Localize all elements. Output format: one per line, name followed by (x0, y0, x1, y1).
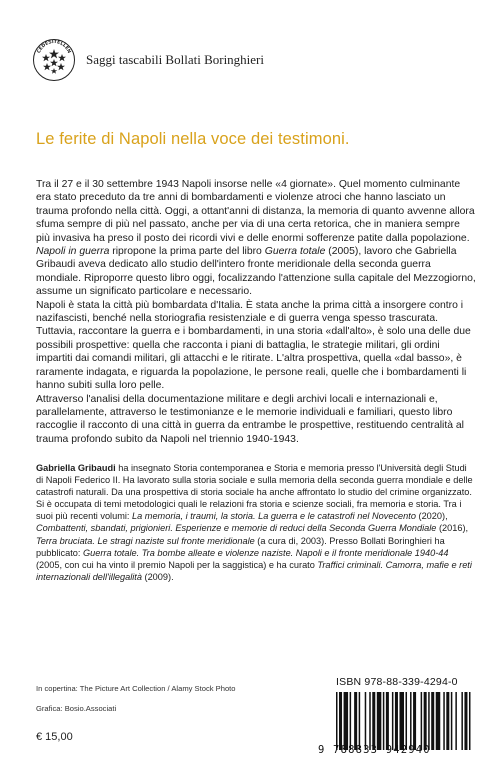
barcode-bar (431, 692, 434, 750)
barcode-bar (428, 692, 430, 750)
publisher-header (32, 38, 264, 82)
barcode-digits: 9 788833 942940 (318, 744, 431, 756)
barcode-bar (395, 692, 398, 750)
barcode-bar (469, 692, 471, 750)
isbn-label: ISBN 978-88-339-4294-0 (336, 676, 458, 688)
barcode-bar (359, 692, 361, 750)
barcode-bar (446, 692, 449, 750)
barcode-bar (377, 692, 382, 750)
barcode-bar (464, 692, 467, 750)
barcode-bar (436, 692, 441, 750)
svg-text:CEDESITELLEN: CEDESITELLEN (36, 39, 72, 55)
cover-credit: In copertina: The Picture Art Collection / Alamy Stock Photo (36, 684, 236, 693)
tagline: Le ferite di Napoli nella voce dei testimoni. (36, 130, 350, 148)
barcode-bar (365, 692, 367, 750)
price: € 15,00 (36, 731, 73, 743)
publisher-logo-icon (32, 38, 76, 82)
book-title: Guerra totale (264, 246, 326, 258)
barcode-bar (421, 692, 423, 750)
barcode-bar (369, 692, 371, 750)
barcode (336, 692, 472, 750)
barcode-bar (451, 692, 453, 750)
barcode-bar (461, 692, 463, 750)
blurb-paragraph-1: Tra il 27 e il 30 settembre 1943 Napoli insorse nelle «4 giornate». Quel momento culminante era stato preceduto da tre anni di bombardamenti e violenze atroci che hanno lasciato un trauma profondo nella città. Oggi, a ottant'anni di distanza, la memoria di quanto avvenne allora sfuma sempre di più nel passato, anche per via di una certa retorica, che in maniera sempre più invasiva ha preso il posto dei ricordi vivi e delle enormi sofferenze patite dalla popolazione. (36, 179, 475, 244)
graphics-credit: Grafica: Bosio.Associati (36, 704, 117, 713)
barcode-bar (392, 692, 394, 750)
barcode-bar (354, 692, 357, 750)
barcode-bar (410, 692, 412, 750)
barcode-bar (339, 692, 342, 750)
barcode-bar (399, 692, 404, 750)
blurb (36, 178, 476, 446)
barcode-bar (372, 692, 375, 750)
barcode-bar (383, 692, 385, 750)
blurb-paragraph-3: Napoli è stata la città più bombardata d'Italia. È stata anche la prima città a insorgere contro i nazifascisti, benché nella storiografia resistenziale e di guerra venga spesso trascurata. Tuttavia, raccontare la guerra e i bombardamenti, in una storia «dall'alto», è solo una delle due possibili prospettive: quella che racconta i piani di battaglia, le strategie militari, gli ordini impartiti dai comandi militari, gli attacchi e le ritirate. L'altra prospettiva, quella «dal basso», è raramente indagata, e riguarda la popolazione, le persone reali, quelle che i bombardamenti li hanno subiti sulla loro pelle. (36, 299, 471, 392)
author-name: Gabriella Gribaudi (36, 463, 116, 473)
blurb-paragraph-2: Napoli in guerra ripropone la prima parte del libro Guerra totale (2005), lavoro che Gabriella Gribaudi aveva dedicato allo studio dell'intero fronte meridionale della seconda guerra mondiale. Riproporre questo libro oggi, focalizzando l'attenzione sulla capitale del Mezzogiorno, assume un significato particolare e necessario. (36, 246, 476, 298)
barcode-bar (413, 692, 416, 750)
barcode-bar (386, 692, 389, 750)
series-title: Saggi tascabili Bollati Boringhieri (86, 52, 265, 67)
author-bio: Gabriella Gribaudi ha insegnato Storia contemporanea e Storia e memoria presso l'Università degli Studi di Napoli Federico II. Ha lavorato sulla storia sociale e sulla memoria della seconda guerra mondiale e delle catastrofi naturali. Da una prospettiva di storia sociale ha anche affrontato lo studio del crimine organizzato. Si è occupata di temi metodologici quali le relazioni fra storia e scienze sociali, fra memoria e storia. Tra i suoi più recenti volumi: La memoria, i traumi, la storia. La guerra e le catastrofi nel Novecento (2020), Combattenti, sbandati, prigionieri. Esperienze e memorie di reduci della Seconda Guerra Mondiale (2016), Terra bruciata. Le stragi naziste sul fronte meridionale (a cura di, 2003). Presso Bollati Boringhieri ha pubblicato: Guerra totale. Tra bombe alleate e violenze naziste. Napoli e il fronte meridionale 1940-44 (2005, con cui ha vinto il premio Napoli per la saggistica) e ha curato Traffici criminali. Camorra, mafie e reti internazionali dell'illegalità (2009). (36, 463, 473, 582)
barcode-bar (336, 692, 338, 750)
barcode-bar (344, 692, 349, 750)
barcode-bar (424, 692, 427, 750)
barcode-bar (406, 692, 408, 750)
barcode-bar (350, 692, 352, 750)
book-title: Napoli in guerra (36, 246, 110, 258)
blurb-paragraph-4: Attraverso l'analisi della documentazione militare e degli archivi locali e internazionali e, parallelamente, attraverso le testimonianze e le memorie individuali e familiari, questo libro raccoglie il racconto di una città in guerra da entrambe le prospettive, restituendo centralità al trauma profondo subito da Napoli nel triennio 1940-1943. (36, 393, 464, 445)
barcode-bar (455, 692, 457, 750)
barcode-bar (443, 692, 445, 750)
